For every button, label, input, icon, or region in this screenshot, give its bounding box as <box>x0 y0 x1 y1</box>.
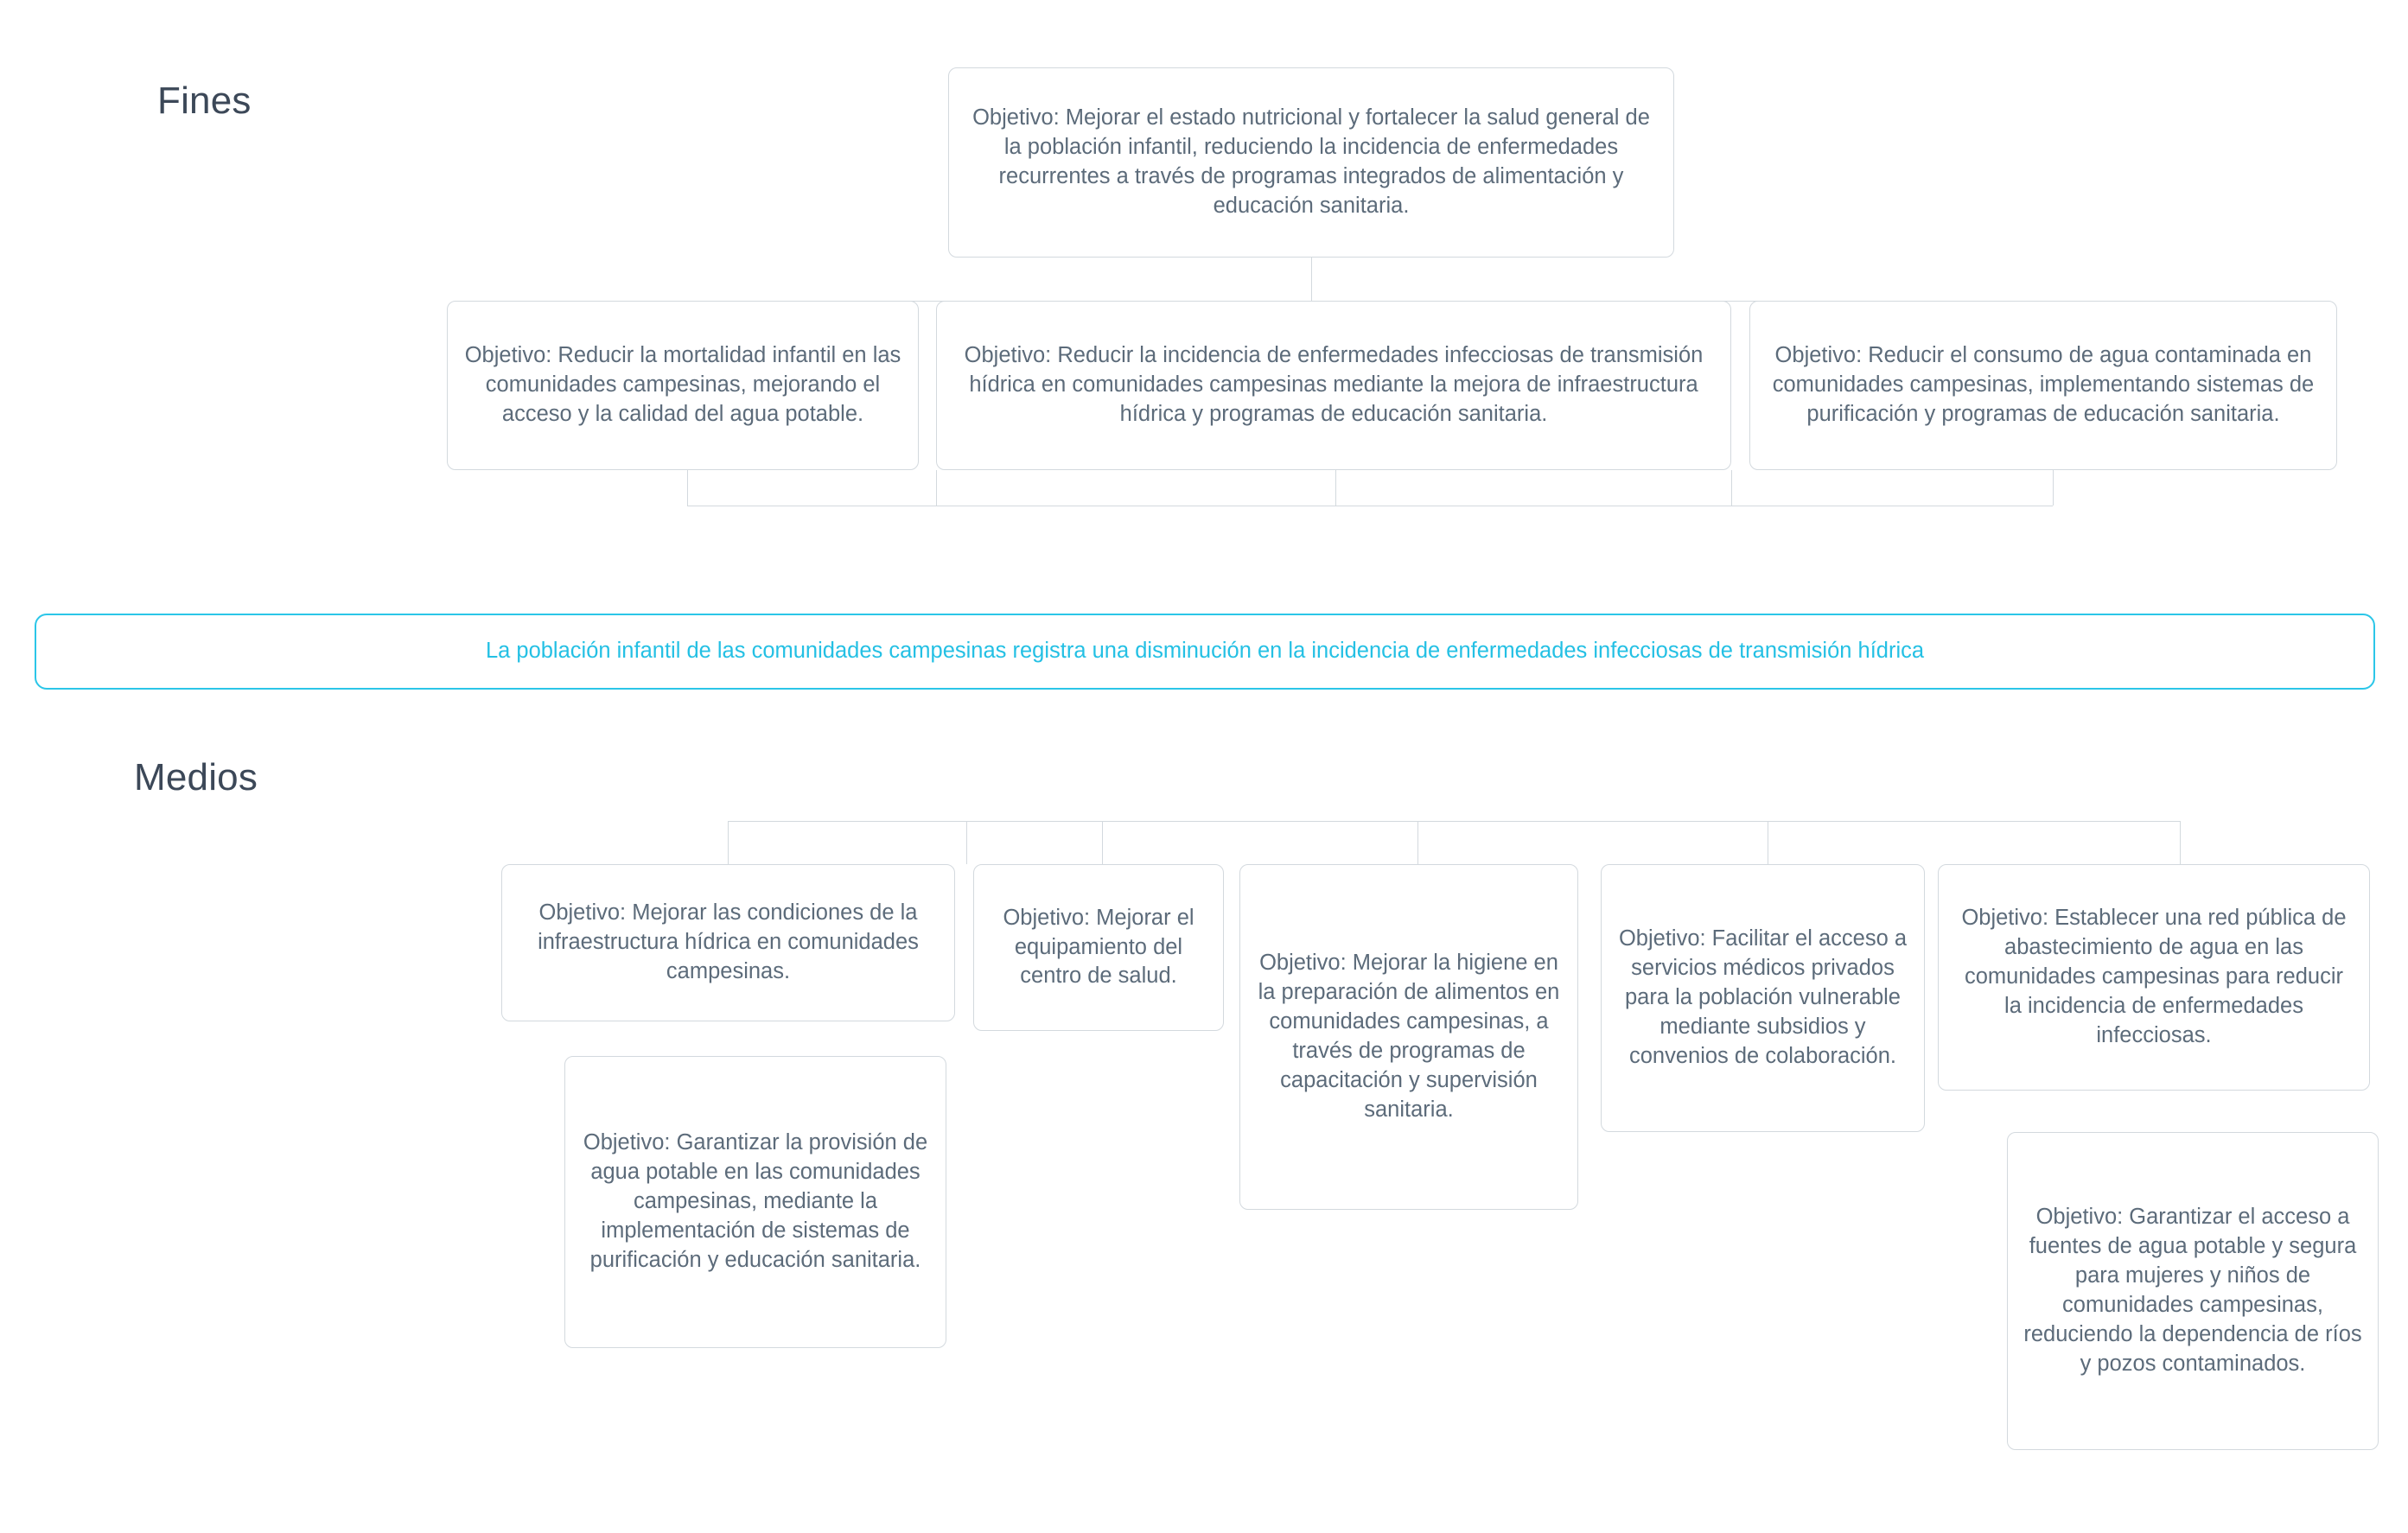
section-title-medios: Medios <box>134 756 258 798</box>
fines-top-node-label: Objetivo: Mejorar el estado nutricional y fortalecer la salud general de la población infantil, reduciendo la incidencia de enfermedades recurrentes a través de programas integrados de alimentación y educación sanitaria. <box>972 105 1650 218</box>
medios-subnode-2-label: Objetivo: Garantizar el acceso a fuentes de agua potable y segura para mujeres y niños de comunidades campesinas, reduciendo la dependencia de ríos y pozos contaminados. <box>2023 1205 2362 1376</box>
fines-node-2[interactable] <box>936 301 1731 470</box>
medios-subnode-1[interactable] <box>564 1056 946 1348</box>
fines-node-1-label: Objetivo: Reducir la mortalidad infantil en las comunidades campesinas, mejorando el acceso y la calidad del agua potable. <box>464 343 901 426</box>
medios-node-4[interactable] <box>1601 864 1925 1132</box>
medios-subnode-1-label: Objetivo: Garantizar la provisión de agua potable en las comunidades campesinas, mediante la implementación de sistemas de purificación y educación sanitaria. <box>583 1130 928 1272</box>
medios-node-5[interactable] <box>1938 864 2370 1091</box>
connector-vertical <box>687 470 688 506</box>
fines-top-node[interactable] <box>948 67 1674 258</box>
central-objective-label: La población infantil de las comunidades campesinas registra una disminución en la incidencia de enfermedades infecciosas de transmisión hídrica <box>485 639 1925 664</box>
fines-node-2-label: Objetivo: Reducir la incidencia de enfermedades infecciosas de transmisión hídrica en comunidades campesinas mediante la mejora de infraestructura hídrica y programas de educación sanitaria. <box>964 343 1704 426</box>
section-title-fines: Fines <box>157 80 252 122</box>
medios-node-3[interactable] <box>1239 864 1578 1210</box>
fines-node-3[interactable] <box>1749 301 2337 470</box>
connector-vertical <box>1311 258 1312 301</box>
medios-node-1-label: Objetivo: Mejorar las condiciones de la infraestructura hídrica en comunidades campesinas. <box>538 900 919 983</box>
medios-subnode-2[interactable] <box>2007 1132 2379 1450</box>
medios-node-5-label: Objetivo: Establecer una red pública de abastecimiento de agua en las comunidades campesinas para reducir la incidencia de enfermedades infecciosas. <box>1961 906 2347 1047</box>
connector-vertical <box>2053 470 2054 506</box>
central-objective-box[interactable] <box>35 614 2375 690</box>
medios-node-2[interactable] <box>973 864 1224 1031</box>
connector-vertical <box>1417 821 1418 864</box>
fines-node-1[interactable] <box>447 301 919 470</box>
medios-node-1[interactable] <box>501 864 955 1021</box>
connector-vertical <box>1731 470 1732 506</box>
connector-vertical <box>1102 821 1103 864</box>
connector-vertical <box>936 470 937 506</box>
connector-vertical <box>966 821 967 864</box>
medios-node-2-label: Objetivo: Mejorar el equipamiento del centro de salud. <box>1003 905 1194 989</box>
connector-vertical <box>2180 821 2181 864</box>
connector-vertical <box>1335 470 1336 506</box>
fines-node-3-label: Objetivo: Reducir el consumo de agua contaminada en comunidades campesinas, implementando sistemas de purificación y programas de educación sanitaria. <box>1772 343 2315 426</box>
medios-node-4-label: Objetivo: Facilitar el acceso a servicios médicos privados para la población vulnerable mediante subsidios y convenios de colaboración. <box>1618 926 1908 1068</box>
connector-horizontal <box>728 821 2180 822</box>
medios-node-3-label: Objetivo: Mejorar la higiene en la preparación de alimentos en comunidades campesinas, a través de programas de capacitación y supervisión sanitaria. <box>1258 951 1560 1122</box>
connector-vertical <box>728 821 729 864</box>
